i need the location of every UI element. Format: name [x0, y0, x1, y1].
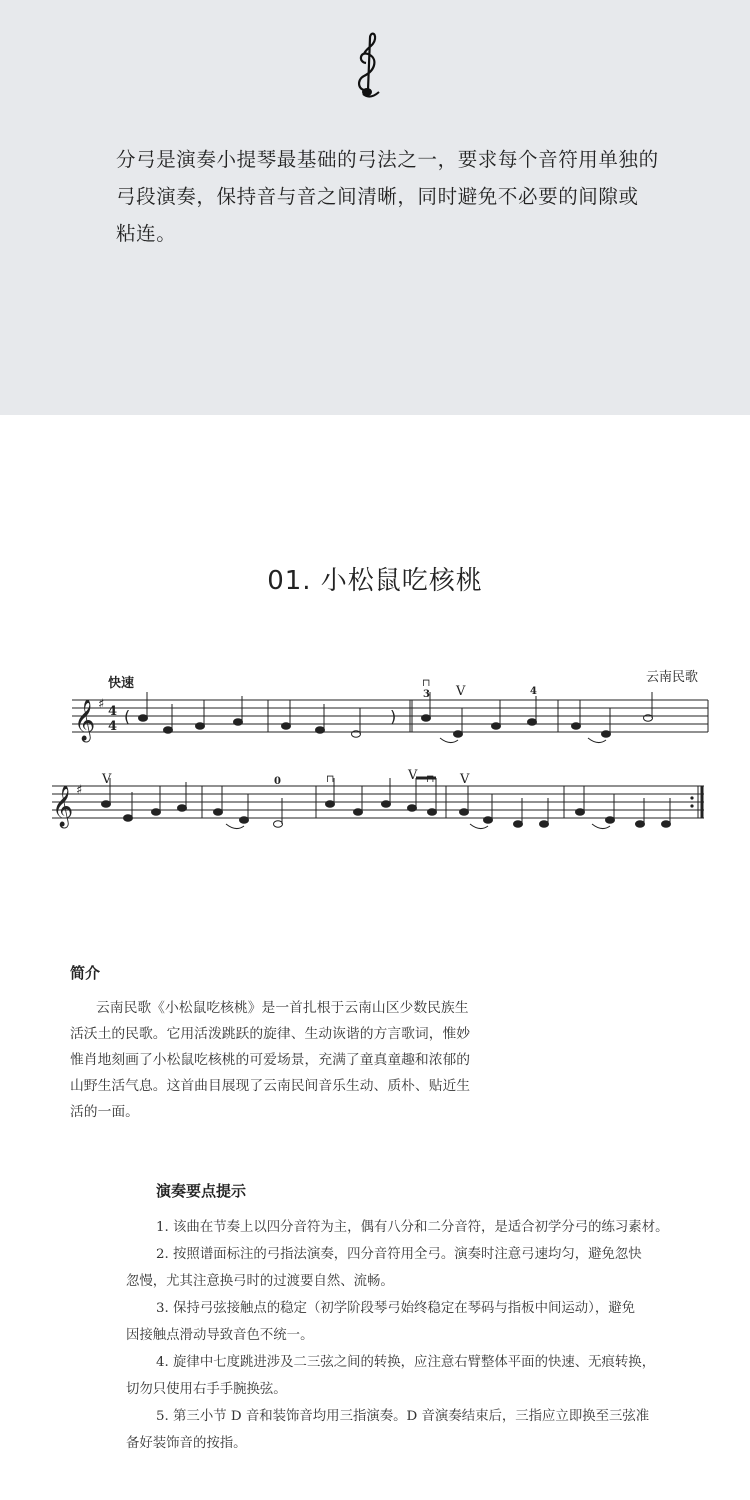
- summary-line: 活的一面。: [70, 1104, 139, 1120]
- tip-line: 4. 旋律中七度跳进涉及二三弦之间的转换，应注意右臂整体平面的快速、无痕转换，: [156, 1355, 656, 1370]
- song-title: 01. 小松鼠吃核桃: [267, 566, 483, 596]
- sheet-music: [40, 660, 720, 860]
- svg-text:): ): [390, 707, 397, 726]
- notes-row-1: [124, 692, 653, 737]
- svg-text:♯: ♯: [76, 783, 83, 798]
- tip-line: 5. 第三小节 D 音和装饰音均用三指演奏。D 音演奏结束后，三指应立即换至三弦准: [156, 1409, 650, 1424]
- tip-line: 切勿只使用右手手腕换弦。: [126, 1382, 287, 1397]
- tips-heading: 演奏要点提示: [156, 1182, 247, 1200]
- tip-line: 备好装饰音的按指。: [126, 1436, 247, 1451]
- tip-line: 忽慢，尤其注意换弓时的过渡要自然、流畅。: [126, 1274, 394, 1289]
- up-bow-mark: V: [460, 772, 470, 787]
- tip-line: 3. 保持弓弦接触点的稳定（初学阶段琴弓始终稳定在琴码与指板中间运动），避免: [156, 1301, 636, 1316]
- intro-text-line: 分弓是演奏小提琴最基础的弓法之一，要求每个音符用单独的: [116, 148, 659, 171]
- notes-row-2: [102, 778, 671, 827]
- tempo-marking: 快速: [108, 676, 135, 691]
- clef-and-key-row-1: [74, 697, 117, 742]
- up-bow-mark: V: [456, 684, 466, 699]
- svg-text:(: (: [124, 707, 131, 726]
- treble-clef-icon: [352, 30, 382, 98]
- staff-lines-row-2: [52, 786, 704, 818]
- down-bow-mark: ⊓: [326, 774, 335, 785]
- clef-and-key-row-2: [52, 783, 82, 828]
- fingering-mark: 3: [423, 689, 430, 700]
- barlines: [202, 700, 708, 818]
- summary-line: 云南民歌《小松鼠吃核桃》是一首扎根于云南山区少数民族生: [96, 1000, 469, 1016]
- svg-text:𝄞: 𝄞: [74, 700, 96, 741]
- intro-text-line: 粘连。: [116, 222, 177, 245]
- svg-text:4: 4: [108, 704, 118, 719]
- summary-line: 活沃土的民歌。它用活泼跳跃的旋律、生动诙谐的方言歌词，惟妙: [70, 1026, 471, 1042]
- down-bow-mark: ⊓: [422, 678, 431, 689]
- song-origin: 云南民歌: [646, 670, 699, 685]
- tip-line: 1. 该曲在节奏上以四分音符为主，偶有八分和二分音符，是适合初学分弓的练习素材。: [156, 1220, 669, 1235]
- tip-line: 2. 按照谱面标注的弓指法演奏，四分音符用全弓。演奏时注意弓速均匀，避免忽快: [156, 1247, 642, 1262]
- summary-line: 山野生活气息。这首曲目展现了云南民间音乐生动、质朴、贴近生: [70, 1078, 471, 1094]
- up-bow-mark: V: [102, 772, 112, 787]
- grace-notes: [226, 738, 610, 829]
- svg-text:4: 4: [108, 719, 118, 734]
- intro-text-line: 弓段演奏，保持音与音之间清晰，同时避免不必要的间隙或: [116, 185, 639, 208]
- svg-text:𝄞: 𝄞: [52, 786, 74, 827]
- staff-notation: [40, 660, 720, 860]
- svg-text:♯: ♯: [98, 697, 105, 712]
- fingering-mark: 4: [530, 686, 537, 697]
- down-bow-mark: ⊓: [426, 774, 435, 785]
- up-bow-mark: V: [408, 768, 418, 783]
- tip-line: 因接触点滑动导致音色不统一。: [126, 1328, 314, 1343]
- fingering-mark: 0: [274, 776, 281, 787]
- summary-line: 惟肖地刻画了小松鼠吃核桃的可爱场景，充满了童真童趣和浓郁的: [70, 1052, 471, 1068]
- summary-heading: 简介: [70, 964, 101, 982]
